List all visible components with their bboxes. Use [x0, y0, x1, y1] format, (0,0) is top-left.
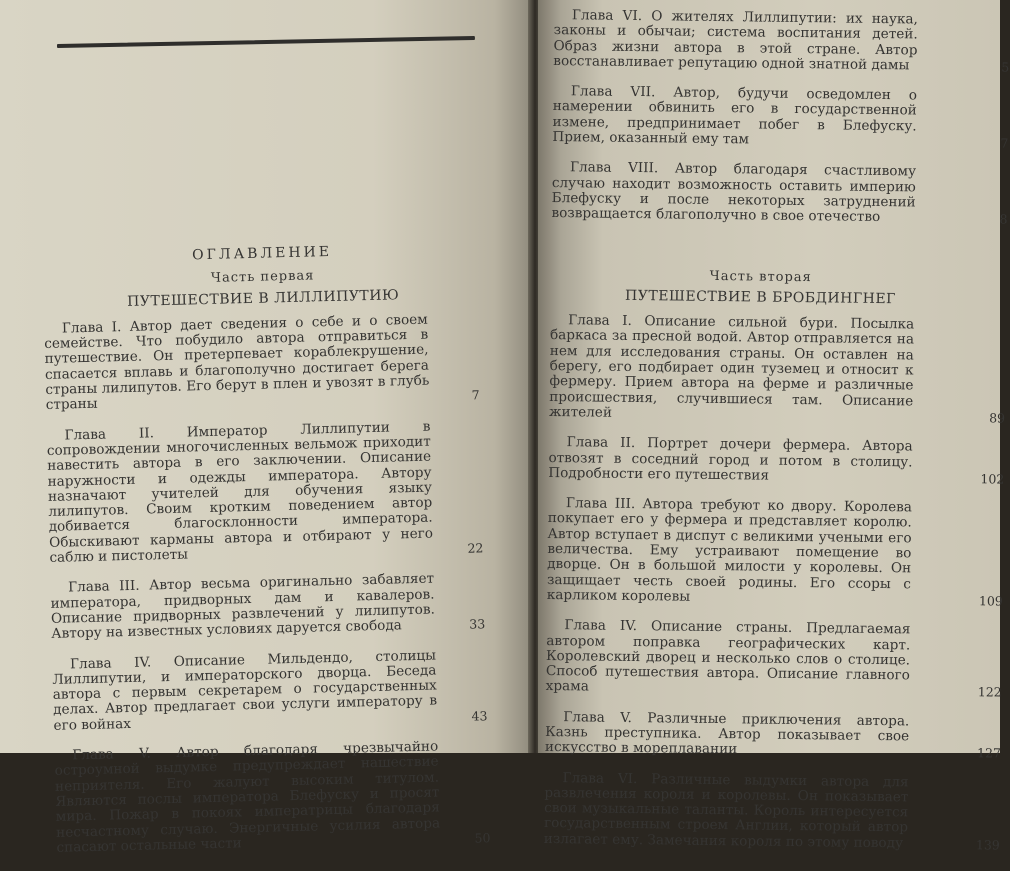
toc-entry-text: Глава V. Различные приключения автора. Казнь преступника. Автор показывает свое искусство в мореплавании: [544, 708, 910, 758]
toc-entry-page: 5: [1001, 59, 1010, 75]
toc-entry-text: Глава II. Портрет дочери фермера. Автора отвозят в соседний город и потом в столицу. Подробности его путешествия: [548, 434, 913, 484]
toc-entry-page: 50: [474, 830, 491, 846]
toc-entry-text: Глава VI. О жителях Лиллипутии: их наука, законы и обычаи; система воспитания детей. Образ жизни автора в этой стране. Автор восстанавливает репутацию одной знатной дамы: [553, 7, 918, 74]
toc-entry-page: 43: [471, 707, 488, 724]
toc-entry: [50, 570, 491, 642]
toc-entry-text: Глава VII. Автор, будучи осведомлен о намерении обвинить его в государственной измене, предпринимает побег в Блефуску. Прием, оказанный ему там: [552, 83, 918, 148]
toc-entry-text: Глава I. Автор дает сведения о себе и о своем семействе. Что побудило автора отправиться в путешествие. Он претерпевает кораблекрушение, спасается вплавь и благополучно достигает берега страны лилипутов. Его берут в плен и увозят в глубь страны: [44, 311, 430, 414]
toc-entry-page: 8: [999, 211, 1008, 227]
toc-entry-text: Глава IV. Описание страны. Предлагаемая автором поправка географических карт. Королевский дворец и несколько слов о столице. Способ путешествия автора. Описание главного храма: [545, 617, 911, 695]
toc-entry: [52, 647, 494, 734]
part-one-title: ПУТЕШЕСТВИЕ В ЛИЛЛИПУТИЮ: [126, 286, 400, 310]
toc-entry: [548, 434, 1005, 487]
toc-entry: [552, 83, 1009, 151]
toc-entry-text: Глава I. Описание сильной бури. Посылка баркаса за пресной водой. Автор отправляется на нем для исследования страны. Он оставлен на берегу, его подбирает один туземец и относит к фермеру. Прием автора на ферме и различные происшествия, случившиеся там. Описание жителей: [548, 312, 915, 421]
decorative-rule: [57, 36, 475, 48]
toc-entry-text: Глава V. Автор благодаря чрезвычайно остроумной выдумке предупреждает нашествие неприятеля. Его жалуют высоким титулом. Являются послы императора Блефуску и просят мира. Пожар в покоях императрицы благодаря несчастному случаю. Энергичные усилия автора спасают остальные части: [54, 738, 441, 856]
toc-entry-page: 33: [469, 616, 486, 632]
toc-entry: [551, 159, 1008, 227]
part-two-label: Часть вторая: [709, 268, 812, 285]
part-one-label: Часть первая: [210, 268, 315, 287]
toc-entry: [548, 312, 1006, 426]
toc-entry-text: Глава VIII. Автор благодаря счастливому случаю находит возможность оставить империю Блефуску и после некоторых затруднений возвращается благополучно в свое отечество: [551, 159, 917, 226]
toc-entry: [553, 7, 1010, 75]
toc-entry: [543, 769, 1000, 853]
toc-entry-text: Глава III. Автора требуют ко двору. Королева покупает его у фермера и представляет королю. Автор вступает в диспут с великими учеными его величества. Ему устраивают помещение во дворце. Он в большой милости у королевы. Он защищает честь своей родины. Его ссоры с карликом королевы: [546, 495, 913, 605]
toc-entry-page: 109: [978, 593, 1003, 609]
toc-entry-page: 89: [989, 410, 1006, 426]
toc-entry: [546, 495, 1003, 609]
toc-entry: [44, 311, 486, 414]
toc-entry-text: Глава II. Император Лиллипутии в сопровождении многочисленных вельмож приходит навестить автора в его заключении. Описание наружности и одежды императора. Автору назначают учителей для обучения языку лилипутов. Своим кротким поведением автор добивается благосклонности императора. Обыскивают карманы автора и отбирают у него саблю и пистолеты: [46, 418, 434, 566]
toc-entry-text: Глава IV. Описание Мильдендо, столицы Лиллипутии, и императорского дворца. Беседа автора с первым секретарем о государственных делах. Автор предлагает свои услуги императору в его войнах: [52, 647, 438, 734]
toc-entry: [54, 738, 496, 856]
right-page: [538, 0, 1010, 853]
toc-entry-page: 7: [471, 387, 480, 403]
toc-entry-text: Глава VI. Различные выдумки автора для развлечения короля и королевы. Он показывает свои музыкальные таланты. Король интересуется государственным строем Англии, который автор излагает ему. Замечания короля по этому поводу: [543, 769, 909, 852]
part-two-title: ПУТЕШЕСТВИЕ В БРОБДИНГНЕГ: [625, 287, 896, 308]
toc-entry-page: 22: [467, 540, 484, 556]
toc-entry-page: 122: [977, 684, 1002, 700]
toc-entry: [544, 708, 1002, 761]
toc-entry-page: 127: [976, 745, 1002, 761]
left-page-content: [42, 241, 497, 871]
table-of-contents-heading: ОГЛАВЛЕНИЕ: [191, 243, 333, 264]
toc-entry-text: Глава III. Автор весьма оригинально забавляет императора, придворных дам и кавалеров. Описание придворных развлечений у лилипутов. Автору на известных условиях даруется свобода: [50, 570, 436, 643]
toc-entry-page: 102: [980, 471, 1005, 487]
toc-entry-page: 7: [1000, 135, 1009, 151]
toc-entry: [46, 418, 489, 566]
toc-entry-page: 139: [975, 836, 1000, 853]
toc-entry: [545, 617, 1002, 700]
right-page-content: [543, 7, 1010, 867]
